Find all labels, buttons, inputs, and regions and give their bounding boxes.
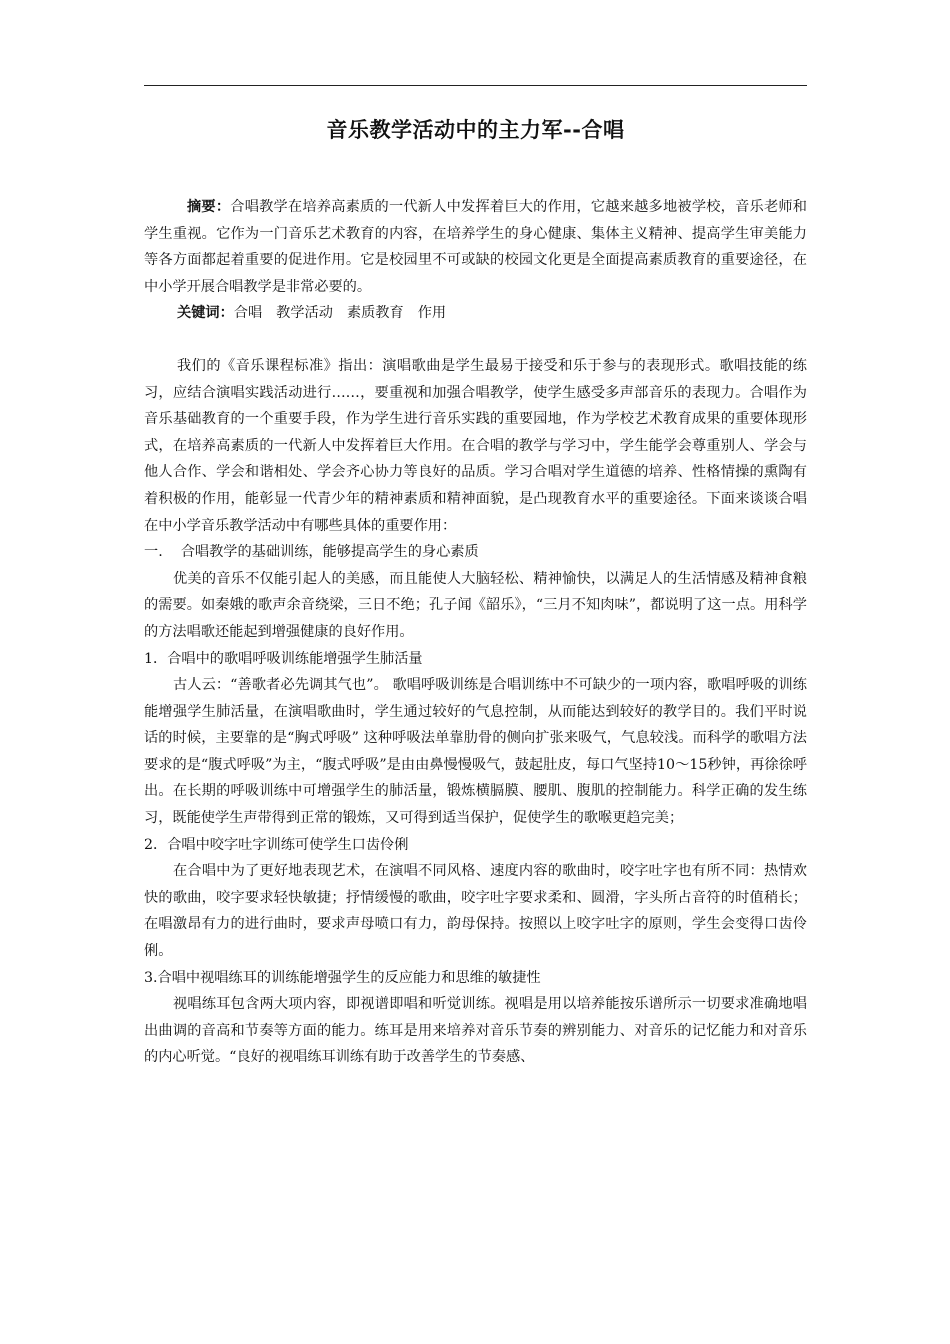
subsection-heading-2: 2．合唱中咬字吐字训练可使学生口齿伶俐 (144, 836, 409, 853)
keyword-item: 合唱 (233, 305, 263, 322)
subsection-paragraph-2: 在合唱中为了更好地表现艺术，在演唱不同风格、速度内容的歌曲时，咬字吐字也有所不同：热情欢快的歌曲，咬字要求轻快敏捷；抒情缓慢的歌曲，咬字吐字要求柔和、圆滑，字头所占音符的时值稍长；在唱激昂有力的进行曲时，要求声母喷口有力，韵母保持。按照以上咬字吐字的原则，学生会变得口齿伶俐。 (144, 863, 807, 960)
keyword-item: 作用 (417, 305, 447, 322)
header-rule (144, 85, 807, 86)
subsection-paragraph-3: 视唱练耳包含两大项内容，即视谱即唱和听觉训练。视唱是用以培养能按乐谱所示一切要求准确地唱出曲调的音高和节奏等方面的能力。练耳是用来培养对音乐节奏的辨别能力、对音乐的记忆能力和对音乐的内心听觉。“良好的视唱练耳训练有助于改善学生的节奏感、 (144, 996, 807, 1066)
intro-paragraph: 我们的《音乐课程标准》指出：演唱歌曲是学生最易于接受和乐于参与的表现形式。歌唱技能的练习，应结合演唱实践活动进行……，要重视和加强合唱教学，使学生感受多声部音乐的表现力。合唱作为音乐基础教育的一个重要手段，作为学生进行音乐实践的重要园地，作为学校艺术教育成果的重要体现形式，在培养高素质的一代新人中发挥着巨大作用。在合唱的教学与学习中，学生能学会尊重别人、学会与他人合作、学会和谐相处、学会齐心协力等良好的品质。学习合唱对学生道德的培养、性格情操的熏陶有着积极的作用，能彰显一代青少年的精神素质和精神面貌，是凸现教育水平的重要途径。下面来谈谈合唱在中小学音乐教学活动中有哪些具体的重要作用： (144, 357, 807, 534)
document-title: 音乐教学活动中的主力军--合唱 (326, 118, 625, 142)
section-paragraph-1: 优美的音乐不仅能引起人的美感，而且能使人大脑轻松、精神愉快，以满足人的生活情感及精神食粮的需要。如秦娥的歌声余音绕梁，三日不绝；孔子闻《韶乐》，“三月不知肉味”，都说明了这一点。用科学的方法唱歌还能起到增强健康的良好作用。 (144, 570, 807, 640)
keyword-item: 素质教育 (346, 305, 404, 322)
abstract-text: 合唱教学在培养高素质的一代新人中发挥着巨大的作用，它越来越多地被学校，音乐老师和学生重视。它作为一门音乐艺术教育的内容，在培养学生的身心健康、集体主义精神、提高学生审美能力等各方面都起着重要的促进作用。它是校园里不可或缺的校园文化更是全面提高素质教育的重要途径，在中小学开展合唱教学是非常必要的。 (144, 199, 807, 295)
keywords-label: 关键词： (177, 305, 234, 322)
subsection-heading-3: 3.合唱中视唱练耳的训练能增强学生的反应能力和思维的敏捷性 (144, 969, 541, 986)
subsection-heading-1: 1．合唱中的歌唱呼吸训练能增强学生肺活量 (144, 650, 423, 667)
abstract-label: 摘要： (187, 199, 231, 215)
section-heading-1: 一. 合唱教学的基础训练，能够提高学生的身心素质 (144, 544, 479, 561)
subsection-paragraph-1: 古人云：“善歌者必先调其气也”。 歌唱呼吸训练是合唱训练中不可缺少的一项内容，歌唱呼吸的训练能增强学生肺活量，在演唱歌曲时，学生通过较好的气息控制，从而能达到较好的教学目的。我们平时说话的时候，主要靠的是“胸式呼吸” 这种呼吸法单靠肋骨的侧向扩张来吸气，气息较浅。而科学的歌唱方法要求的是“腹式呼吸”为主，“腹式呼吸”是由由鼻慢慢吸气，鼓起肚皮，每口气坚持10～15秒钟，再徐徐呼出。在长期的呼吸训练中可增强学生的肺活量，锻炼横膈膜、腰肌、腹肌的控制能力。科学正确的发生练习，既能使学生声带得到正常的锻炼，又可得到适当保护，促使学生的歌喉更趋完美； (144, 677, 807, 827)
abstract-paragraph (144, 194, 807, 300)
keywords-line (144, 300, 807, 327)
keyword-item: 教学活动 (276, 305, 333, 322)
document-page (144, 100, 807, 1071)
